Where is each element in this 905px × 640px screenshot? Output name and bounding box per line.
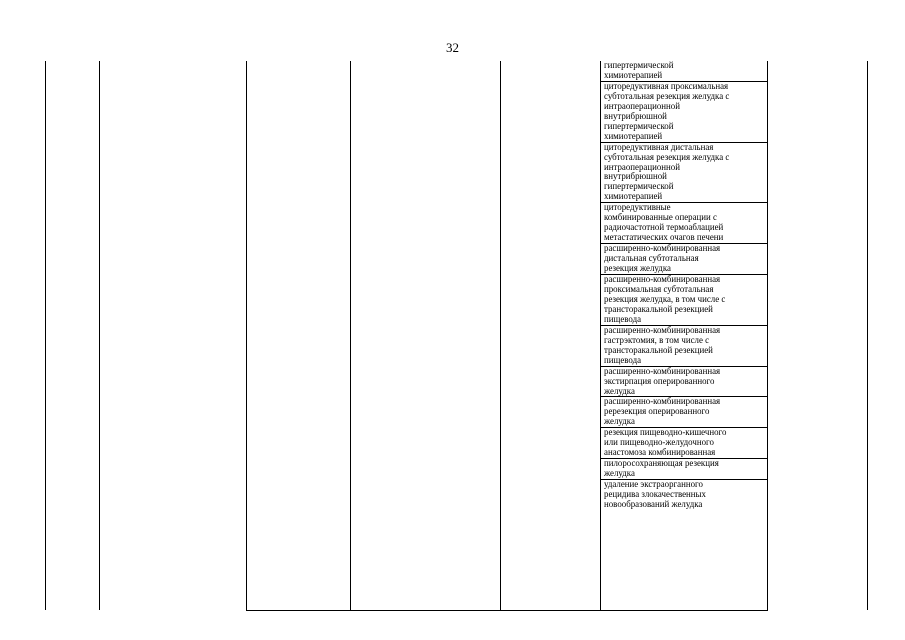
procedure-text-line: внутрибрюшной — [604, 171, 667, 182]
procedure-cell — [600, 143, 767, 204]
procedure-text-line: желудка — [604, 385, 635, 396]
procedure-text-line: субтотальная резекция желудка с — [604, 90, 730, 101]
table-border-left — [45, 61, 46, 610]
procedure-cell — [600, 480, 767, 510]
procedure-cell — [600, 367, 767, 398]
procedure-text-line: комбинированные операции с — [604, 212, 717, 223]
column-divider — [500, 61, 501, 611]
procedure-text-line: удаление экстраорганного — [604, 480, 703, 490]
procedure-text-line: интраоперационной — [604, 100, 680, 111]
procedure-text-line: резекция пищеводно-кишечного — [604, 428, 727, 438]
procedure-cell — [600, 244, 767, 275]
procedure-text-line: расширенно-комбинированная — [604, 366, 721, 376]
procedure-text-line: резекция желудка, в том числе с — [604, 293, 726, 304]
procedure-text-line: гипертермической — [604, 181, 674, 192]
procedure-text-line: субтотальная резекция желудка с — [604, 151, 730, 162]
procedure-text-line: циторедуктивная проксимальная — [604, 81, 729, 91]
procedure-text-line: химиотерапией — [604, 69, 663, 80]
procedure-text-line: циторедуктивные — [604, 203, 671, 213]
procedure-text-line: пищевода — [604, 313, 642, 324]
procedure-text-line: внутрибрюшной — [604, 110, 667, 121]
procedure-text-line: желудка — [604, 416, 635, 427]
procedure-text-line: дистальная субтотальная — [604, 253, 699, 264]
procedure-cell — [600, 326, 767, 367]
procedure-text-line: интраоперационной — [604, 161, 680, 172]
procedure-text-line: гипертермической — [604, 61, 674, 70]
procedure-text-line: трансторакальной резекцией — [604, 303, 713, 314]
procedure-text-line: пилоросохраняющая резекция — [604, 459, 719, 469]
procedure-text-line: расширенно-комбинированная — [604, 275, 721, 285]
procedure-text-line: пищевода — [604, 354, 642, 365]
procedure-text-line: проксимальная субтотальная — [604, 283, 714, 294]
procedure-text-line: расширенно-комбинированная — [604, 325, 721, 335]
table-bottom-border — [246, 610, 767, 611]
procedure-text-line: циторедуктивная дистальная — [604, 142, 714, 152]
procedure-text-line: химиотерапией — [604, 191, 663, 202]
procedure-cell — [600, 428, 767, 459]
procedure-text-line: желудка — [604, 468, 635, 479]
procedure-cell — [600, 275, 767, 326]
procedure-text-line: или пищеводно-желудочного — [604, 437, 714, 448]
procedure-text-line: расширенно-комбинированная — [604, 244, 721, 254]
procedure-cell — [600, 61, 767, 82]
page-number: 32 — [446, 40, 459, 55]
procedure-cell — [600, 397, 767, 428]
procedure-cell — [600, 459, 767, 480]
procedure-text-line: анастомоза комбинированная — [604, 447, 716, 458]
procedure-text-line: резекция желудка — [604, 263, 671, 274]
procedure-text-line: гипертермической — [604, 120, 674, 131]
procedure-text-line: метастатических очагов печени — [604, 232, 724, 243]
column-divider — [99, 61, 100, 610]
procedure-text-line: гастрэктомия, в том числе с — [604, 334, 710, 345]
procedure-text-line: экстирпация оперированного — [604, 375, 715, 386]
column-divider — [350, 61, 351, 611]
procedure-text-line: новообразований желудка — [604, 498, 703, 509]
procedure-cell — [600, 203, 767, 244]
column-divider — [767, 61, 768, 611]
procedure-text-line: радиочастотной термоаблацией — [604, 222, 724, 233]
procedure-text-line: химиотерапией — [604, 130, 663, 141]
column-divider — [246, 61, 247, 611]
procedure-cell — [600, 82, 767, 143]
procedure-column — [600, 61, 767, 510]
procedure-text-line: расширенно-комбинированная — [604, 397, 721, 407]
procedure-text-line: ререзекция оперированного — [604, 406, 710, 417]
procedure-text-line: рецидива злокачественных — [604, 489, 706, 500]
procedure-text-line: трансторакальной резекцией — [604, 344, 713, 355]
table-border-right — [867, 61, 868, 610]
